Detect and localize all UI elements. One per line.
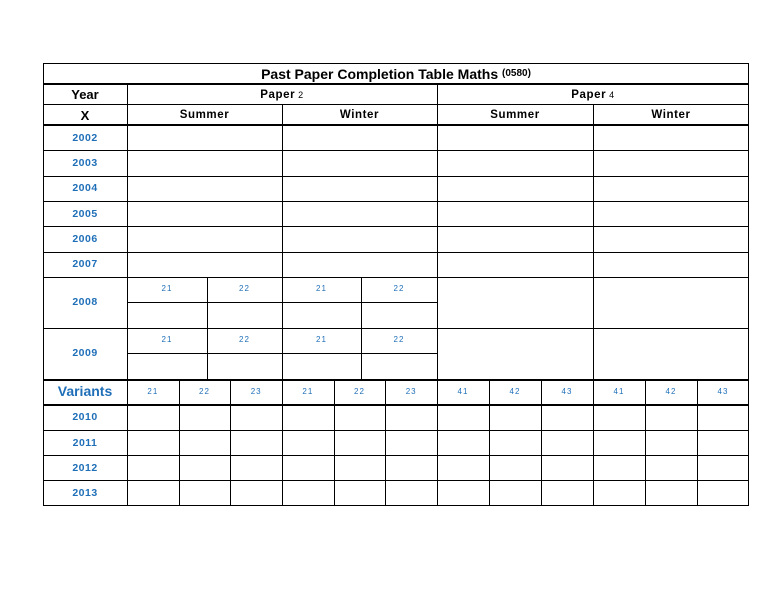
year-label-2007: 2007: [72, 258, 98, 271]
year-label-2010: 2010: [72, 411, 98, 424]
x-header: X: [80, 107, 90, 123]
variant-header-5: 23: [405, 386, 417, 396]
mid-variant-2009-21: 21: [161, 335, 173, 345]
variants-label: Variants: [57, 383, 113, 400]
year-label-2011: 2011: [72, 436, 98, 449]
variant-col-rule-7: [489, 379, 490, 506]
variant-header-6: 41: [457, 386, 469, 396]
variant-col-rule-8: [541, 379, 542, 506]
variant-col-rule-9: [593, 379, 594, 506]
title-rule: [43, 83, 749, 85]
paper-4-winter-header: Winter: [651, 109, 691, 121]
mid-col-rule-a-2008: [207, 277, 208, 328]
row-rule-2005: [43, 226, 749, 227]
subheader-rule: [43, 124, 749, 126]
row-rule-2006: [43, 252, 749, 253]
year-header: Year: [71, 87, 99, 102]
variant-header-4: 22: [354, 386, 365, 396]
year-label-2012: 2012: [72, 461, 98, 474]
table-title: [43, 63, 749, 84]
variant-col-rule-4: [334, 379, 335, 506]
variant-header-9: 41: [613, 386, 625, 396]
row-rule-2010: [43, 430, 749, 431]
paper-4-header: [437, 84, 749, 105]
year-label-2008: 2008: [72, 296, 98, 309]
outer-border-right: [748, 63, 749, 506]
mid-split-rule-2008: [127, 302, 437, 303]
mid-col-rule-a-2009: [207, 328, 208, 379]
mid-variant-2008-21: 21: [316, 284, 327, 294]
year-label-2006: 2006: [72, 232, 98, 245]
variant-col-rule-11: [697, 379, 698, 506]
row-rule-2011: [43, 455, 749, 456]
paper-4-summer-header: Summer: [490, 109, 540, 121]
outer-border-bottom: [43, 505, 749, 506]
mid-variant-2008-21: 21: [161, 284, 173, 294]
year-label-2005: 2005: [72, 207, 98, 220]
mid-variant-2009-22: 22: [239, 335, 250, 345]
paper-2-summer-header: Summer: [179, 109, 230, 121]
variant-col-rule-10: [645, 379, 646, 506]
variant-header-10: 42: [665, 386, 677, 396]
year-label-2009: 2009: [72, 347, 98, 360]
variant-header-0: 21: [147, 386, 159, 396]
row-rule-2003: [43, 176, 749, 177]
paper-2-header: [127, 84, 437, 105]
paper-split-rule: [437, 84, 438, 506]
variants-rule-bottom: [43, 404, 749, 406]
variant-col-rule-2: [230, 379, 231, 506]
mid-variant-2008-22: 22: [393, 284, 405, 294]
completion-table: [43, 63, 749, 506]
paper-rule: [43, 104, 749, 105]
year-label-2004: 2004: [72, 182, 98, 195]
variant-header-7: 42: [509, 386, 521, 396]
mid-variant-2009-21: 21: [316, 335, 327, 345]
paper-4-number: 4: [609, 89, 615, 100]
variant-col-rule-5: [385, 379, 386, 506]
outer-border-top: [43, 63, 749, 64]
mid-col-rule-b-2008: [361, 277, 362, 328]
mid-variant-2009-22: 22: [393, 335, 405, 345]
paper-4-label: Paper: [571, 88, 607, 101]
row-rule-2002: [43, 150, 749, 151]
paper-4-season-rule: [593, 105, 594, 379]
mid-variant-2008-22: 22: [239, 284, 250, 294]
variant-col-rule-3: [282, 379, 283, 506]
paper-2-winter-header: Winter: [339, 109, 380, 121]
row-rule-2012: [43, 480, 749, 481]
year-label-2003: 2003: [72, 156, 98, 169]
variant-col-rule-1: [179, 379, 180, 506]
row-rule-2004: [43, 201, 749, 202]
variant-header-3: 21: [302, 386, 314, 396]
variant-header-8: 43: [561, 386, 573, 396]
variant-header-1: 22: [199, 386, 210, 396]
paper-2-number: 2: [298, 89, 304, 100]
mid-split-rule-2009: [127, 353, 437, 354]
title-text: Past Paper Completion Table Maths: [261, 65, 499, 82]
mid-col-rule-b-2009: [361, 328, 362, 379]
year-label-2013: 2013: [72, 486, 98, 499]
variant-header-11: 43: [717, 386, 729, 396]
year-label-2002: 2002: [72, 131, 98, 144]
paper-2-label: Paper: [260, 88, 296, 101]
variant-header-2: 23: [250, 386, 262, 396]
title-code: (0580): [502, 68, 531, 79]
